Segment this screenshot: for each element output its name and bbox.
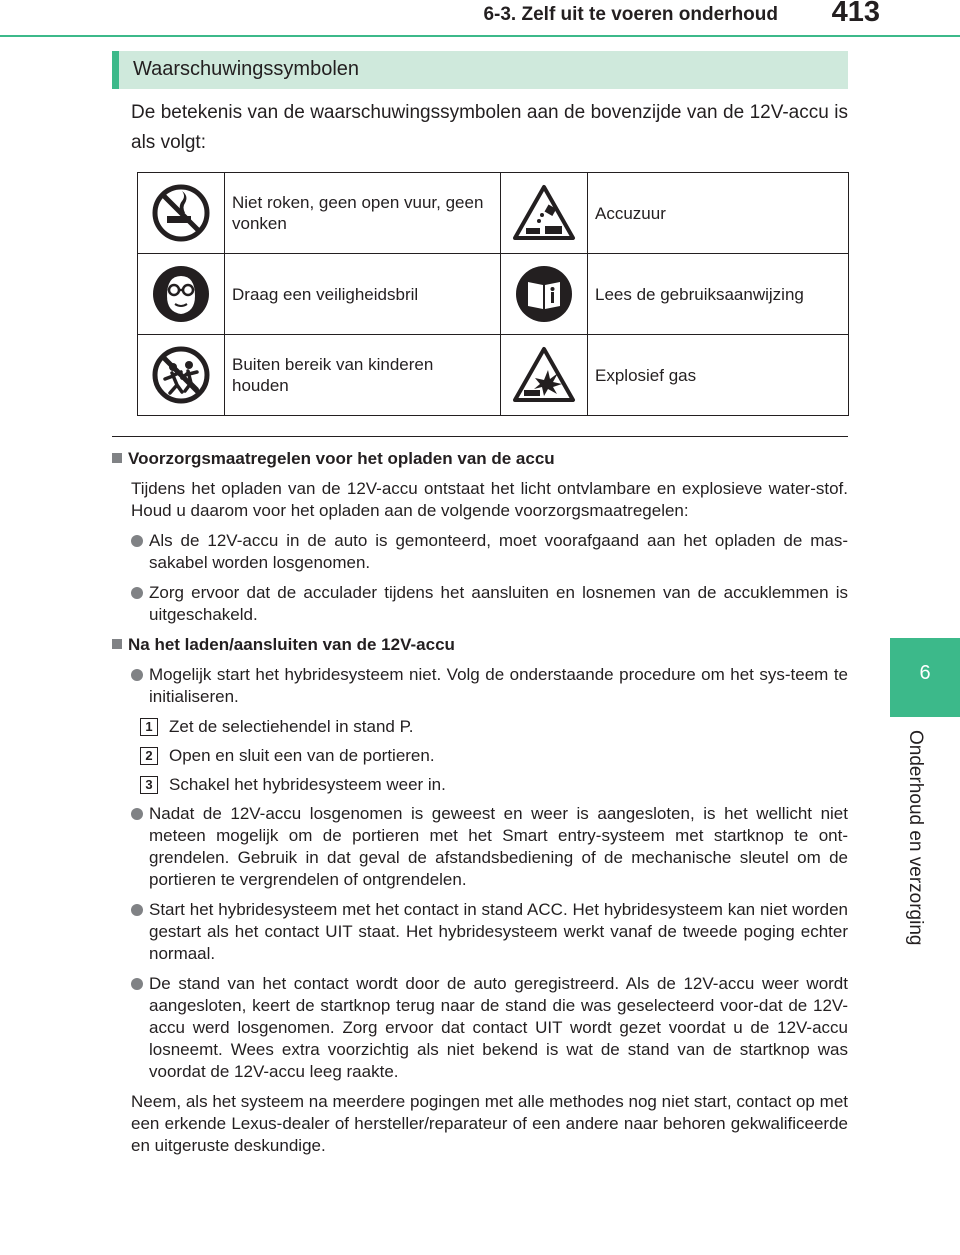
symbol-label: Draag een veiligheidsbril <box>225 254 501 335</box>
step-number: 2 <box>140 747 158 765</box>
divider <box>112 436 848 437</box>
keep-away-children-icon <box>151 345 211 405</box>
step-number: 1 <box>140 718 158 736</box>
symbol-label: Explosief gas <box>588 335 849 416</box>
bullet-item: De stand van het contact wordt door de auto geregistreerd. Als de 12V-accu weer wordt aangesloten, keert de startknop terug naar de stand die was geselecteerd voor-dat de 12V-accu werd losgenomen. Zorg ervoor dat contact UIT wordt gezet voordat u de 12V-accu losneemt. Wees extra voorzichtig als niet bekend is wat de stand van de startknop was voordat de 12V-accu leeg raakte. <box>149 973 848 1083</box>
chapter-number: 6 <box>919 662 931 684</box>
safety-goggles-icon <box>151 264 211 324</box>
intro-text: De betekenis van de waarschuwingssymbolen aan de bovenzijde van de 12V-accu is als volgt: <box>131 102 848 153</box>
square-bullet-icon <box>112 453 122 463</box>
paragraph: Tijdens het opladen van de 12V-accu ontstaat het licht ontvlambare en explosieve water-stof. Houd u daarom voor het opladen aan de volgende voorzorgsmaatregelen: <box>131 479 848 520</box>
read-manual-icon <box>514 264 574 324</box>
header-section-title: 6-3. Zelf uit te voeren onderhoud <box>483 4 778 25</box>
step-item: 2 Open en sluit een van de portieren. <box>169 745 848 767</box>
chapter-label: Onderhoud en verzorging <box>905 730 926 946</box>
bullet-item: Als de 12V-accu in de auto is gemonteerd, moet voorafgaand aan het opladen de mas-sakabel worden losgenomen. <box>149 530 848 574</box>
symbol-label: Lees de gebruiksaanwijzing <box>588 254 849 335</box>
no-smoking-icon <box>151 183 211 243</box>
bullet-item: Zorg ervoor dat de acculader tijdens het aansluiten en losnemen van de accuklemmen is uitgeschakeld. <box>149 582 848 626</box>
bullet-item: Nadat de 12V-accu losgenomen is geweest en weer is aangesloten, is het wellicht niet meteen mogelijk om de portieren met het Smart entry-systeem met startknop te ont-grendelen. Gebruik in dat geval de afstandsbediening of de mechanische sleutel om de portieren te vergrendelen of ontgrendelen. <box>149 803 848 891</box>
symbol-cell <box>138 335 225 416</box>
symbol-cell <box>138 254 225 335</box>
symbol-cell <box>501 254 588 335</box>
page-number: 413 <box>831 0 880 28</box>
square-bullet-icon <box>112 639 122 649</box>
subheading-after-charging <box>112 634 848 656</box>
circle-bullet-icon <box>131 978 143 990</box>
bullet-item: Start het hybridesysteem met het contact in stand ACC. Het hybridesysteem kan niet worden gestart als het contact UIT staat. Het hybridesysteem werkt vanaf de tweede poging echter normaal. <box>149 899 848 965</box>
subheading-text: Na het laden/aansluiten van de 12V-accu <box>128 635 455 654</box>
step-item: 3 Schakel het hybridesysteem weer in. <box>169 774 848 796</box>
symbol-cell <box>138 173 225 254</box>
step-item: 1 Zet de selectiehendel in stand P. <box>169 716 848 738</box>
subheading-text: Voorzorgsmaatregelen voor het opladen van de accu <box>128 449 555 468</box>
body-text <box>112 448 848 1157</box>
section-title: Waarschuwingssymbolen <box>133 58 360 80</box>
symbol-label: Buiten bereik van kinderen houden <box>225 335 501 416</box>
circle-bullet-icon <box>131 587 143 599</box>
symbol-label: Niet roken, geen open vuur, geen vonken <box>225 173 501 254</box>
circle-bullet-icon <box>131 808 143 820</box>
section-heading-bar <box>112 51 848 89</box>
chapter-tab <box>890 638 960 717</box>
table-row <box>138 335 849 416</box>
symbol-cell <box>501 173 588 254</box>
step-number: 3 <box>140 776 158 794</box>
symbol-label: Accuzuur <box>588 173 849 254</box>
circle-bullet-icon <box>131 904 143 916</box>
explosive-gas-icon <box>512 346 576 404</box>
circle-bullet-icon <box>131 669 143 681</box>
header-rule <box>0 35 960 37</box>
warning-symbols-table <box>137 172 849 416</box>
subheading-charging <box>112 448 848 470</box>
table-row <box>138 173 849 254</box>
battery-acid-icon <box>512 184 576 242</box>
symbol-cell <box>501 335 588 416</box>
circle-bullet-icon <box>131 535 143 547</box>
closing-paragraph: Neem, als het systeem na meerdere pogingen met alle methodes nog niet start, contact op met een erkende Lexus-dealer of hersteller/reparateur of een andere naar behoren gekwalificeerde en uitgeruste deskundige. <box>131 1092 848 1155</box>
bullet-item: Mogelijk start het hybridesysteem niet. Volg de onderstaande procedure om het sys-teem te initialiseren. <box>149 664 848 708</box>
table-row <box>138 254 849 335</box>
